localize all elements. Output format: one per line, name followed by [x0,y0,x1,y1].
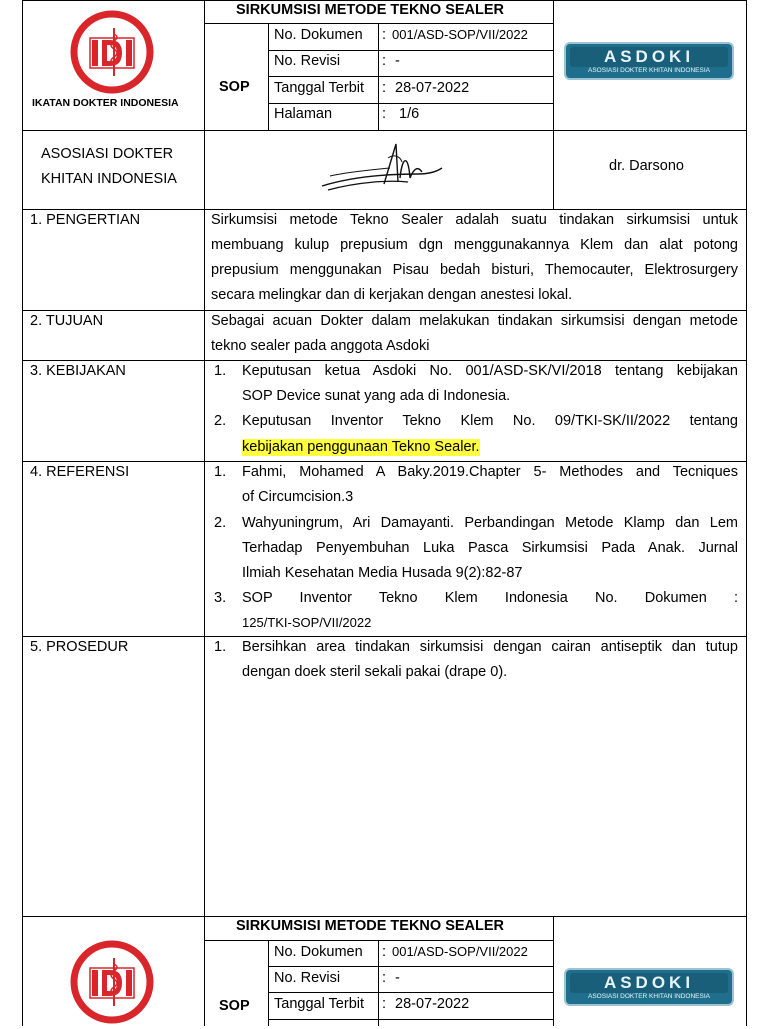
section-label-pengertian: 1. PENGERTIAN [30,212,141,228]
issue-date-colon: : [382,80,387,96]
kebijakan-item-1-line-2: SOP Device sunat yang ada di Indonesia. [242,388,511,404]
prosedur-item-1-line-2: dengan doek steril sekali pakai (drape 0). [242,664,508,680]
referensi-item-2-number: 2. [214,515,227,531]
issue-date-value: 28-07-2022 [395,80,470,96]
referensi-item-2-line-1: Wahyuningrum, Ari Damayanti. Perbandingan Metode Klamp dan Lem [242,515,738,531]
doc-number-colon-page-2: : [382,944,387,960]
revision-label-page-2: No. Revisi [274,970,341,986]
issue-date-value-page-2: 28-07-2022 [395,996,470,1012]
referensi-item-3-number: 3. [214,590,227,606]
pengertian-line-1: Sirkumsisi metode Tekno Sealer adalah suatu tindakan sirkumsisi untuk [211,212,738,228]
asdoki-logo-text: ASDOKI [603,47,695,66]
signature [318,138,448,198]
tujuan-line-2: tekno sealer pada anggota Asdoki [211,338,430,354]
org-name-left: IKATAN DOKTER INDONESIA [32,97,179,109]
revision-colon-page-2: : [382,970,387,986]
asdoki-logo [564,42,734,80]
asdoki-logo-subtext-page-2: ASOSIASI DOKTER KHITAN INDONESIA [588,993,710,1000]
signer-name: dr. Darsono [609,158,684,174]
page-label: Halaman [274,106,333,122]
referensi-item-1-number: 1. [214,464,227,480]
asdoki-logo-page-2 [564,968,734,1006]
sop-label: SOP [219,79,250,95]
org-name-line1: ASOSIASI DOKTER [41,146,174,162]
org-name-line2: KHITAN INDONESIA [41,171,177,187]
doc-number-label: No. Dokumen [274,27,363,43]
doc-number-label-page-2: No. Dokumen [274,944,363,960]
pengertian-line-4: secara melingkar dan di kerjakan dengan anestesi lokal. [211,287,573,303]
idi-logo [70,10,154,94]
doc-number-value: 001/ASD-SOP/VII/2022 [392,27,528,42]
revision-value: - [395,53,400,69]
asdoki-logo-subtext: ASOSIASI DOKTER KHITAN INDONESIA [588,67,710,74]
referensi-item-2-line-3: Ilmiah Kesehatan Media Husada 9(2):82-87 [242,565,523,581]
tujuan-line-1: Sebagai acuan Dokter dalam melakukan tindakan sirkumsisi dengan metode [211,313,738,329]
page-colon: : [382,106,387,122]
referensi-item-3-line-1: SOP Inventor Tekno Klem Indonesia No. Dokumen : [242,590,738,606]
section-label-referensi: 4. REFERENSI [30,464,130,480]
prosedur-item-1-number: 1. [214,639,227,655]
sop-label-page-2: SOP [219,998,250,1014]
issue-date-label-page-2: Tanggal Terbit [274,996,365,1012]
asdoki-logo-text-page-2: ASDOKI [603,973,695,992]
referensi-item-2-line-2: Terhadap Penyembuhan Luka Pasca Sirkumsisi Pada Anak. Jurnal [242,540,738,556]
referensi-item-1-line-1: Fahmi, Mohamed A Baky.2019.Chapter 5- Methodes and Tecniques [242,464,738,480]
revision-colon: : [382,53,387,69]
section-label-prosedur: 5. PROSEDUR [30,639,129,655]
issue-date-label: Tanggal Terbit [274,80,365,96]
issue-date-colon-page-2: : [382,996,387,1012]
referensi-item-3-line-2: 125/TKI-SOP/VII/2022 [242,615,372,630]
pengertian-line-2: membuang kulup prepusium dgn menggunakannya Klem dan alat potong [211,237,738,253]
revision-label: No. Revisi [274,53,341,69]
section-label-tujuan: 2. TUJUAN [30,313,104,329]
section-label-kebijakan: 3. KEBIJAKAN [30,363,126,379]
kebijakan-item-2-line-1: Keputusan Inventor Tekno Klem No. 09/TKI-SK/II/2022 tentang [242,413,738,429]
prosedur-item-1-line-1: Bersihkan area tindakan sirkumsisi dengan cairan antiseptik dan tutup [242,639,738,655]
pengertian-line-3: prepusium menggunakan Pisau bedah bisturi, Themocauter, Elektrosurgery [211,262,738,278]
document-title-page-2: SIRKUMSISI METODE TEKNO SEALER [236,918,505,934]
page-value: 1/6 [399,106,420,122]
doc-number-value-page-2: 001/ASD-SOP/VII/2022 [392,944,528,959]
kebijakan-item-1-line-1: Keputusan ketua Asdoki No. 001/ASD-SK/VI/2018 tentang kebijakan [242,363,738,379]
document-title: SIRKUMSISI METODE TEKNO SEALER [236,2,505,18]
referensi-item-1-line-2: of Circumcision.3 [242,489,354,505]
kebijakan-item-1-number: 1. [214,363,227,379]
idi-logo-page-2 [70,940,154,1024]
kebijakan-item-2-line-2: kebijakan penggunaan Tekno Sealer. [242,439,480,455]
revision-value-page-2: - [395,970,400,986]
doc-number-colon: : [382,27,387,43]
kebijakan-item-2-number: 2. [214,413,227,429]
